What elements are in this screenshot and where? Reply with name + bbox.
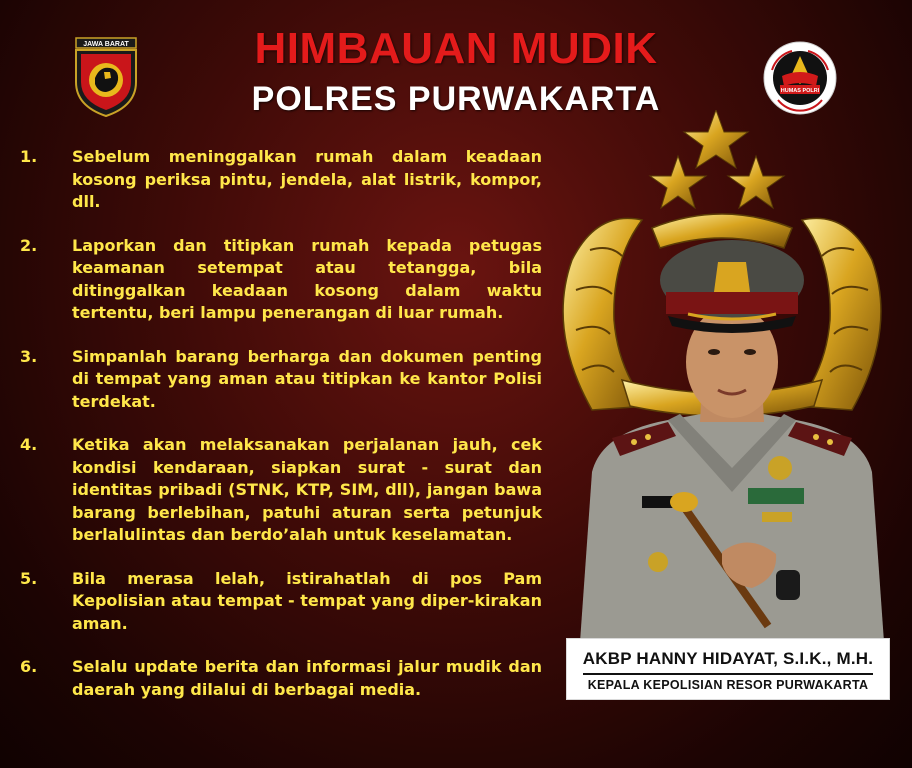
list-item <box>20 434 542 547</box>
list-item <box>20 235 542 325</box>
star-icon <box>684 110 748 168</box>
officer-name: AKBP HANNY HIDAYAT, S.I.K., M.H. <box>582 649 874 668</box>
item-number: 5. <box>20 568 38 588</box>
notice-list <box>20 146 542 722</box>
logo-right-label: HUMAS POLRI <box>780 88 820 94</box>
officer-role: KEPALA KEPOLISIAN RESOR PURWAKARTA <box>587 678 869 692</box>
list-item <box>20 146 542 214</box>
item-number: 3. <box>20 346 38 366</box>
humas-polri-emblem-icon <box>762 40 838 116</box>
officer-caption <box>566 638 890 700</box>
jawa-barat-police-shield-icon <box>70 34 142 118</box>
logo-left-label: JAWA BARAT <box>83 41 129 48</box>
caption-divider <box>583 673 873 675</box>
list-item <box>20 568 542 636</box>
item-text: Simpanlah barang berharga dan dokumen penting di tempat yang aman atau titipkan ke kantor Polisi terdekat. <box>72 346 542 411</box>
item-text: Selalu update berita dan informasi jalur mudik dan daerah yang dilalui di berbagai media. <box>72 657 542 699</box>
list-item <box>20 656 542 701</box>
item-text: Laporkan dan titipkan rumah kepada petugas keamanan setempat atau tetangga, bila ditinggalkan keadaan kosong dalam waktu tertentu, beri lampu penerangan di luar rumah. <box>72 235 542 322</box>
item-number: 4. <box>20 435 38 454</box>
star-icon <box>728 156 784 208</box>
page-title: HIMBAUAN MUDIK <box>254 24 658 73</box>
item-number: 1. <box>20 147 38 166</box>
item-text: Ketika akan melaksanakan perjalanan jauh, cek kondisi kendaraan, siapkan surat - surat dan identitas pribadi (STNK, KTP, SIM, dll), jangan bawa barang berlebihan, patuhi aturan serta petunjuk berlalulintas dan berdo’alah untuk keselamatan. <box>72 435 542 544</box>
item-text: Sebelum meninggalkan rumah dalam keadaan kosong periksa pintu, jendela, alat listrik, kompor, dll. <box>72 147 542 211</box>
item-number: 6. <box>20 657 38 676</box>
page-subtitle: POLRES PURWAKARTA <box>251 80 661 118</box>
item-text: Bila merasa lelah, istirahatlah di pos Pam Kepolisian atau tempat - tempat yang diper-kirakan aman. <box>72 568 542 633</box>
list-item <box>20 346 542 414</box>
police-officer-portrait-icon <box>572 232 892 642</box>
item-number: 2. <box>20 235 38 255</box>
